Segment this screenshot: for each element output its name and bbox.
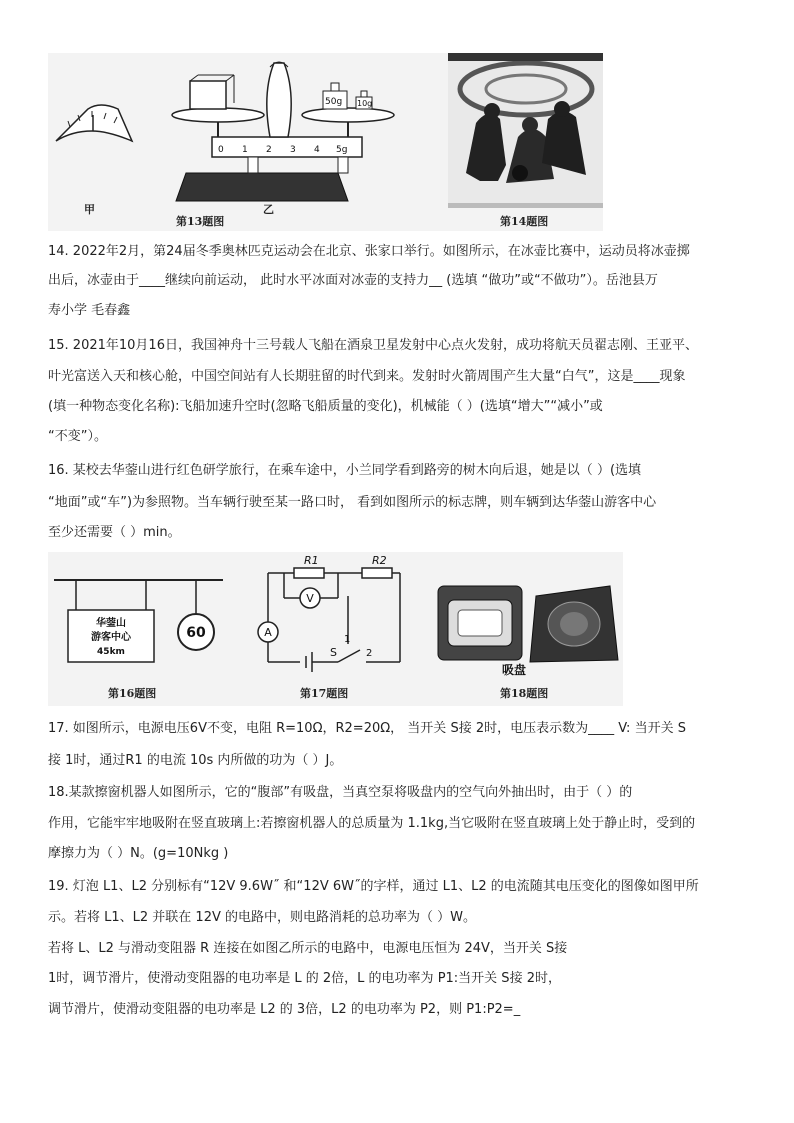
caption-18: 第18题图 xyxy=(500,687,549,700)
text-line: 作用，它能牢牢地吸附在竖直玻璃上:若擦窗机器人的总质量为 1.1kg,当它吸附在竖直玻璃上处于静止时，受到的 xyxy=(48,816,696,831)
r2-label: R2 xyxy=(372,554,387,567)
text-line: “地面”或“车”)为参照物。当车辆行驶至某一路口时， 看到如图所示的标志牌，则车辆到达华蓥山游客中心 xyxy=(48,495,657,510)
caption-14: 第14题图 xyxy=(500,215,549,228)
text-line: 寿小学 毛春鑫 xyxy=(48,303,131,318)
sign-line-3: 45km xyxy=(97,647,125,657)
weight-50g-label: 50g xyxy=(325,97,343,107)
text-line: 叶光富送入天和核心舱，中国空间站有人长期驻留的时代到来。发射时火箭周围产生大量“白气”，这是____现象 xyxy=(48,369,686,384)
weight-10g-label: 10g xyxy=(357,99,373,108)
window-robot-icon xyxy=(438,586,618,662)
text-line: 若将 L、L2 与滑动变阻器 R 连接在如图乙所示的电路中，电源电压恒为 24V，当开关 S接 xyxy=(48,941,568,956)
scale-number: 2 xyxy=(266,145,272,155)
road-sign-icon xyxy=(54,580,223,662)
switch-2-label: 2 xyxy=(366,648,373,659)
scale-number: 4 xyxy=(314,145,320,155)
text-line: 至少还需要（ ）min。 xyxy=(48,525,181,540)
sign-line-1: 华蓥山 xyxy=(96,618,126,629)
switch-s-label: S xyxy=(330,646,337,659)
caption-16: 第16题图 xyxy=(108,687,157,700)
text-line: 示。若将 L1、L2 并联在 12V 的电路中，则电路消耗的总功率为（ ）W。 xyxy=(48,910,476,925)
text-line: 摩擦力为（ ）N。(g=10Nkg ) xyxy=(48,846,229,861)
text-line: “不变”）。 xyxy=(48,429,107,444)
caption-13: 第13题图 xyxy=(176,215,225,228)
figure-13-14-drawing xyxy=(48,53,603,231)
scale-number: 1 xyxy=(242,145,248,155)
suction-label: 吸盘 xyxy=(502,663,527,677)
balance-scale-icon xyxy=(172,62,394,201)
text-line: 15. 2021年10月16日，我国神舟十三号载人飞船在酒泉卫星发射中心点火发射，成功将航天员翟志刚、王亚平、 xyxy=(48,338,698,353)
text-line: 调节滑片，使滑动变阻器的电功率是 L2 的 3倍，L2 的电功率为 P2，则 P1:P2=_ xyxy=(48,1002,521,1017)
text-line: 接 1时，通过R1 的电流 10s 内所做的功为（ ）J。 xyxy=(48,753,343,768)
speed-limit-sign: 60 xyxy=(186,625,206,641)
switch-1-label: 1 xyxy=(344,634,351,645)
voltmeter-label: V xyxy=(306,592,314,605)
label-yi: 乙 xyxy=(263,203,274,216)
text-line: 19. 灯泡 L1、L2 分别标有“12V 9.6W˝ 和“12V 6W˝的字样，通过 L1、L2 的电流随其电压变化的图像如图甲所 xyxy=(48,879,699,894)
dial-icon xyxy=(56,105,132,141)
r1-label: R1 xyxy=(304,554,319,567)
text-line: 出后，冰壶由于____继续向前运动， 此时水平冰面对冰壶的支持力__ (选填 “做功”或“不做功”）。岳池县万 xyxy=(48,273,658,288)
caption-17: 第17题图 xyxy=(300,687,349,700)
sign-line-2: 游客中心 xyxy=(91,632,131,643)
scale-number: 3 xyxy=(290,145,296,155)
text-line: 1时，调节滑片，使滑动变阻器的电功率是 L 的 2倍，L 的电功率为 P1:当开关 S接 2时， xyxy=(48,971,561,986)
figure-13-14 xyxy=(48,53,603,231)
figure-16-17-18 xyxy=(48,552,623,706)
curling-photo xyxy=(448,53,603,208)
text-line: 14. 2022年2月，第24届冬季奥林匹克运动会在北京、张家口举行。如图所示，在冰壶比赛中，运动员将冰壶掷 xyxy=(48,244,690,259)
ammeter-label: A xyxy=(264,626,272,639)
text-line: (填一种物态变化名称):飞船加速升空时(忽略飞船质量的变化)，机械能（ ）(选填“增大”“减小”或 xyxy=(48,399,603,414)
figure-16-17-18-drawing xyxy=(48,552,623,706)
text-line: 17. 如图所示，电源电压6V不变，电阻 R=10Ω，R2=20Ω， 当开关 S接 2时，电压表示数为____ V: 当开关 S xyxy=(48,721,686,736)
text-line: 16. 某校去华蓥山进行红色研学旅行，在乘车途中，小兰同学看到路旁的树木向后退，她是以（ ）(选填 xyxy=(48,463,642,478)
text-line: 18.某款擦窗机器人如图所示，它的“腹部”有吸盘，当真空泵将吸盘内的空气向外抽出时，由于（ ）的 xyxy=(48,785,633,800)
scale-number: 0 xyxy=(218,145,224,155)
label-jia: 甲 xyxy=(84,203,95,216)
scale-number: 5g xyxy=(336,145,348,155)
